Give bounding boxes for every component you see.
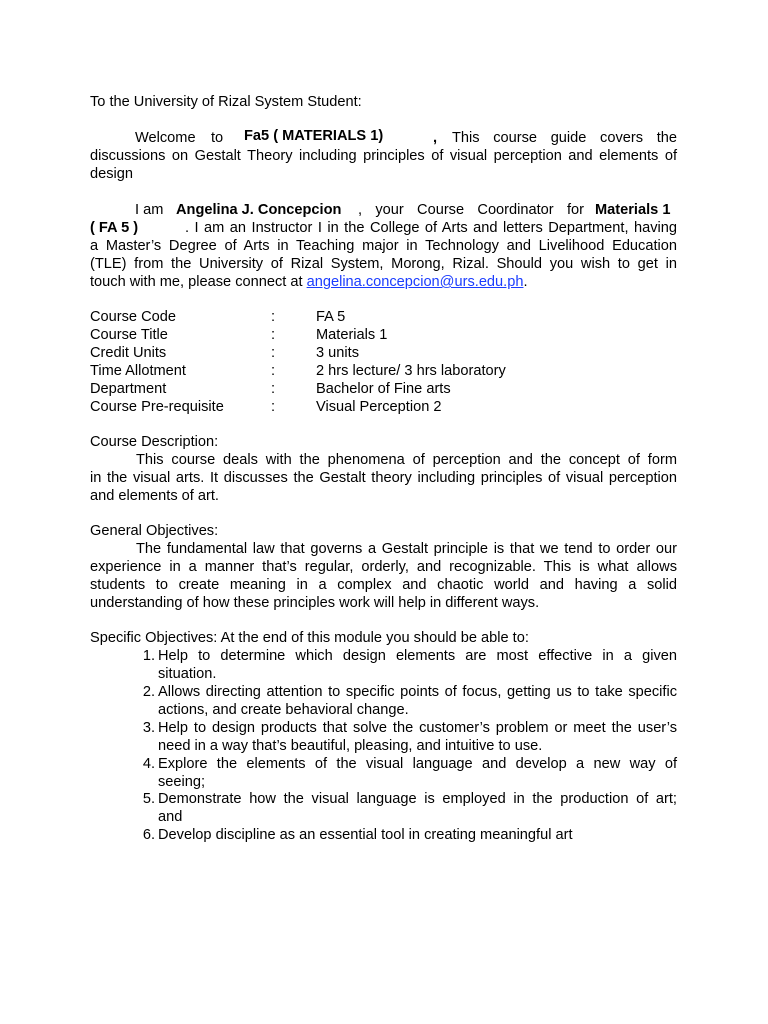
course-description-heading: Course Description: (90, 434, 219, 450)
list-item-text: and (158, 809, 183, 825)
course-info-colon: : (271, 381, 276, 397)
course-info-row (90, 362, 690, 380)
course-info-row (90, 308, 690, 326)
intro-paragraph (90, 201, 677, 291)
greeting: To the University of Rizal System Student: (90, 94, 362, 110)
intro-line-4: (TLE) from the University of Rizal System, Morong, Rizal. Should you wish to get in (90, 256, 677, 272)
welcome-to: to (211, 130, 224, 146)
intro-contact-text: touch with me, please connect at (90, 274, 303, 290)
course-info-value: Materials 1 (316, 327, 388, 343)
intro-course-name: Materials 1 (595, 202, 671, 218)
course-info-colon: : (271, 345, 276, 361)
intro-course-code: ( FA 5 ) (90, 220, 139, 236)
intro-line-3: a Master’s Degree of Arts in Teaching major in Technology and Livelihood Education (90, 238, 677, 254)
course-info-row (90, 344, 690, 362)
course-info-colon: : (271, 363, 276, 379)
course-info-label: Course Pre-requisite (90, 399, 224, 415)
list-item-text: Help to determine which design elements are most effective in a given (158, 648, 677, 664)
list-item (90, 683, 677, 719)
course-info-value: 2 hrs lecture/ 3 hrs laboratory (316, 363, 506, 379)
list-item (90, 826, 677, 844)
welcome-course: Fa5 ( MATERIALS 1) (244, 128, 384, 144)
list-item-text: Explore the elements of the visual language and develop a new way of (158, 756, 677, 772)
course-info-value: Bachelor of Fine arts (316, 381, 451, 397)
course-info-value: FA 5 (316, 309, 346, 325)
general-objectives-line: experience in a manner that’s regular, orderly, and recognizable. This is what allows (90, 559, 677, 575)
list-item-number: 2. (142, 684, 155, 700)
welcome-lead: Welcome (135, 130, 196, 146)
intro-line-2: . I am an Instructor I in the College of Arts and letters Department, having (185, 220, 677, 236)
course-info-colon: : (271, 399, 276, 415)
course-info-row (90, 398, 690, 416)
course-description-line: This course deals with the phenomena of perception and the concept of form (136, 452, 677, 468)
welcome-line-2: discussions on Gestalt Theory including principles of visual perception and elements of (90, 148, 677, 164)
list-item-number: 1. (142, 648, 155, 664)
welcome-line-3: design (90, 166, 134, 182)
list-item-number: 5. (142, 791, 155, 807)
course-info-value: 3 units (316, 345, 359, 361)
welcome-comma: , (433, 130, 438, 146)
welcome-rest: This course guide covers the (452, 130, 677, 146)
course-info-label: Course Title (90, 327, 168, 343)
course-info-label: Time Allotment (90, 363, 186, 379)
course-info-colon: : (271, 327, 276, 343)
list-item-text: situation. (158, 666, 217, 682)
list-item (90, 790, 677, 826)
general-objectives-heading: General Objectives: (90, 523, 219, 539)
list-item-text: need in a way that’s beautiful, pleasing, and intuitive to use. (158, 738, 543, 754)
list-item-number: 4. (142, 756, 155, 772)
list-item-text: Help to design products that solve the customer’s problem or meet the user’s (158, 720, 677, 736)
course-info-colon: : (271, 309, 276, 325)
email-link[interactable]: angelina.concepcion@urs.edu.ph (306, 274, 524, 290)
course-description-line: in the visual arts. It discusses the Gestalt theory including principles of visual perception (90, 470, 677, 486)
coordinator-name: Angelina J. Concepcion (176, 202, 342, 218)
course-description (90, 433, 677, 505)
list-item-number: 3. (142, 720, 155, 736)
intro-i-am: I am (135, 202, 164, 218)
list-item (90, 647, 677, 683)
list-item-text: Demonstrate how the visual language is employed in the production of art; (158, 791, 677, 807)
list-item-number: 6. (142, 827, 155, 843)
specific-objectives-heading: Specific Objectives: At the end of this module you should be able to: (90, 630, 529, 646)
welcome-paragraph (90, 129, 677, 183)
list-item-text: actions, and create behavioral change. (158, 702, 409, 718)
general-objectives-line: understanding of how these principles work will help in different ways. (90, 595, 540, 611)
list-item-text: Allows directing attention to specific points of focus, getting us to take specific (158, 684, 677, 700)
general-objectives-line: The fundamental law that governs a Gestalt principle is that we tend to order our (136, 541, 677, 557)
course-info-label: Department (90, 381, 167, 397)
list-item-text: Develop discipline as an essential tool in creating meaningful art (158, 827, 573, 843)
intro-line-5 (90, 273, 677, 291)
general-objectives-line: students to create meaning in a complex and chaotic world and having a solid (90, 577, 677, 593)
course-info-value: Visual Perception 2 (316, 399, 442, 415)
general-objectives (90, 522, 677, 612)
list-item (90, 719, 677, 755)
course-info-row (90, 326, 690, 344)
intro-mid: , your Course Coordinator for (358, 202, 584, 218)
list-item-text: seeing; (158, 774, 206, 790)
course-info-label: Credit Units (90, 345, 167, 361)
course-description-line: and elements of art. (90, 488, 219, 504)
intro-period: . (523, 274, 528, 290)
course-info-label: Course Code (90, 309, 176, 325)
course-info-row (90, 380, 690, 398)
list-item (90, 755, 677, 791)
